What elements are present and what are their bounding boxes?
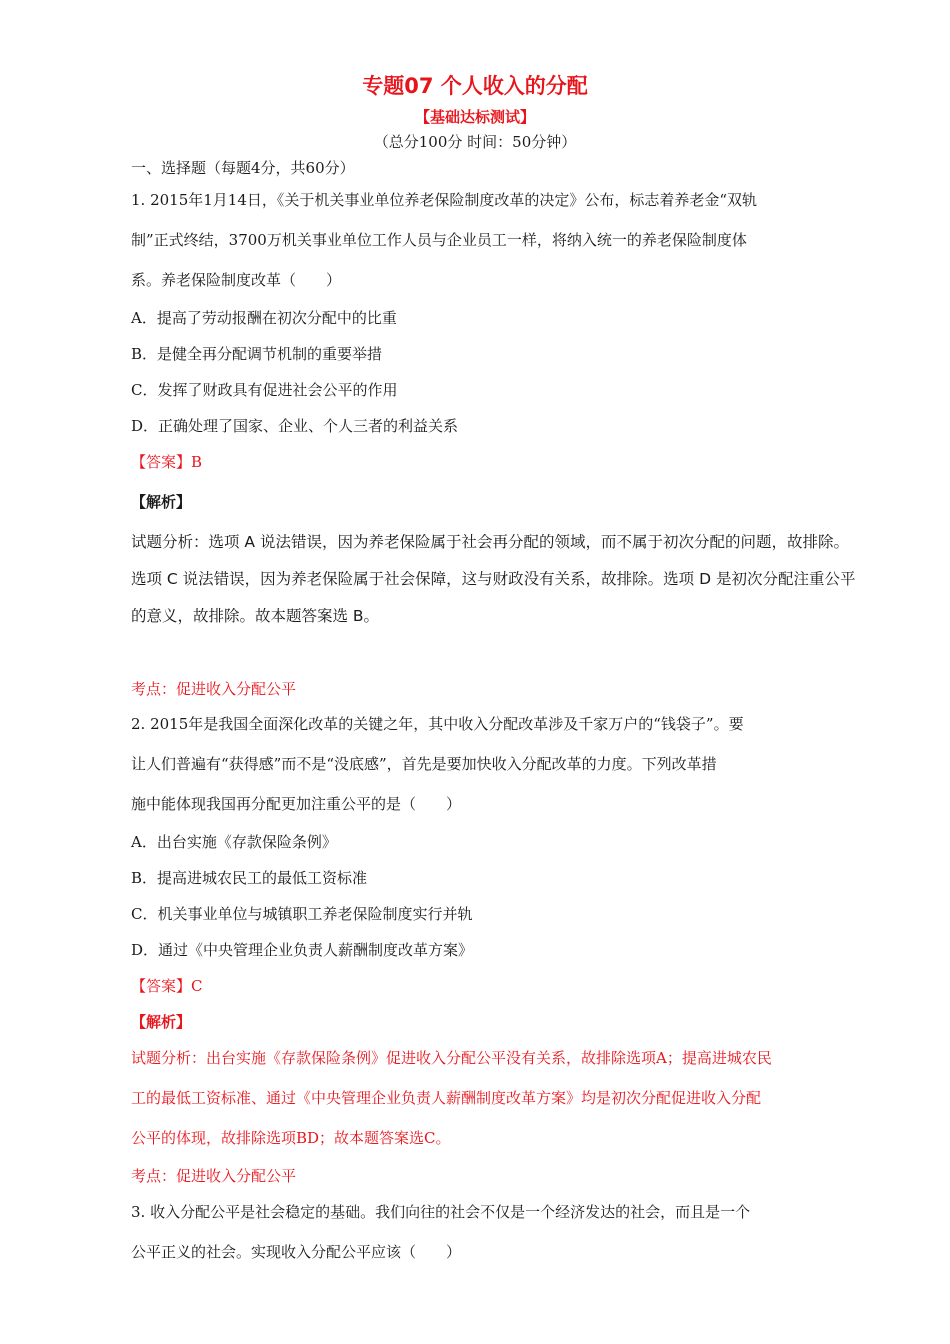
q2-answer: 【答案】C <box>131 977 203 995</box>
q2-stem-line-1: 2. 2015年是我国全面深化改革的关键之年，其中收入分配改革涉及千家万户的“钱袋子”。要 <box>131 715 744 733</box>
q2-option-d: D．通过《中央管理企业负责人薪酬制度改革方案》 <box>131 941 474 959</box>
q1-option-d: D．正确处理了国家、企业、个人三者的利益关系 <box>131 417 459 435</box>
q1-option-b: B．是健全再分配调节机制的重要举措 <box>131 345 383 363</box>
q2-option-b: B．提高进城农民工的最低工资标准 <box>131 869 368 887</box>
document-subtitle: 【基础达标测试】 <box>414 108 535 126</box>
q1-kaodian: 考点：促进收入分配公平 <box>131 680 297 698</box>
q1-option-a: A．提高了劳动报酬在初次分配中的比重 <box>131 309 397 327</box>
q1-stem-line-3: 系。养老保险制度改革（ ） <box>131 271 342 289</box>
q2-analysis-line-3: 公平的体现，故排除选项BD；故本题答案选C。 <box>131 1129 451 1147</box>
q1-answer: 【答案】B <box>131 453 203 471</box>
q2-analysis-line-2: 工的最低工资标准、通过《中央管理企业负责人薪酬制度改革方案》均是初次分配促进收入分配 <box>131 1089 762 1107</box>
q3-stem-line-1: 3. 收入分配公平是社会稳定的基础。我们向往的社会不仅是一个经济发达的社会，而且是一个 <box>131 1203 751 1221</box>
document-title: 专题07 个人收入的分配 <box>362 74 588 98</box>
q2-kaodian: 考点：促进收入分配公平 <box>131 1167 297 1185</box>
q1-analysis-line-2: 选项 C 说法错误，因为养老保险属于社会保障，这与财政没有关系，故排除。选项 D 是初次分配注重公平 <box>131 570 856 588</box>
q2-analysis-line-1: 试题分析：出台实施《存款保险条例》促进收入分配公平没有关系，故排除选项A；提高进城农民 <box>131 1049 772 1067</box>
q2-option-a: A．出台实施《存款保险条例》 <box>131 833 337 851</box>
q1-analysis-line-1: 试题分析：选项 A 说法错误，因为养老保险属于社会再分配的领域，而不属于初次分配的问题，故排除。 <box>131 533 849 551</box>
section-heading: 一、选择题（每题4分，共60分） <box>131 159 355 177</box>
q1-analysis-label: 【解析】 <box>131 493 192 511</box>
q1-option-c: C．发挥了财政具有促进社会公平的作用 <box>131 381 398 399</box>
q3-stem-line-2: 公平正义的社会。实现收入分配公平应该（ ） <box>131 1243 462 1261</box>
q2-option-c: C．机关事业单位与城镇职工养老保险制度实行并轨 <box>131 905 473 923</box>
q2-stem-line-2: 让人们普遍有“获得感”而不是“没底感”，首先是要加快收入分配改革的力度。下列改革措 <box>131 755 717 773</box>
q2-analysis-label: 【解析】 <box>131 1013 192 1031</box>
exam-meta: （总分100分 时间：50分钟） <box>373 133 577 151</box>
q1-stem-line-2: 制”正式终结，3700万机关事业单位工作人员与企业员工一样，将纳入统一的养老保险制度体 <box>131 231 747 249</box>
q1-stem-line-1: 1. 2015年1月14日，《关于机关事业单位养老保险制度改革的决定》公布，标志着养老金“双轨 <box>131 191 758 209</box>
q1-analysis-line-3: 的意义，故排除。故本题答案选 B。 <box>131 607 380 625</box>
q2-stem-line-3: 施中能体现我国再分配更加注重公平的是（ ） <box>131 795 462 813</box>
